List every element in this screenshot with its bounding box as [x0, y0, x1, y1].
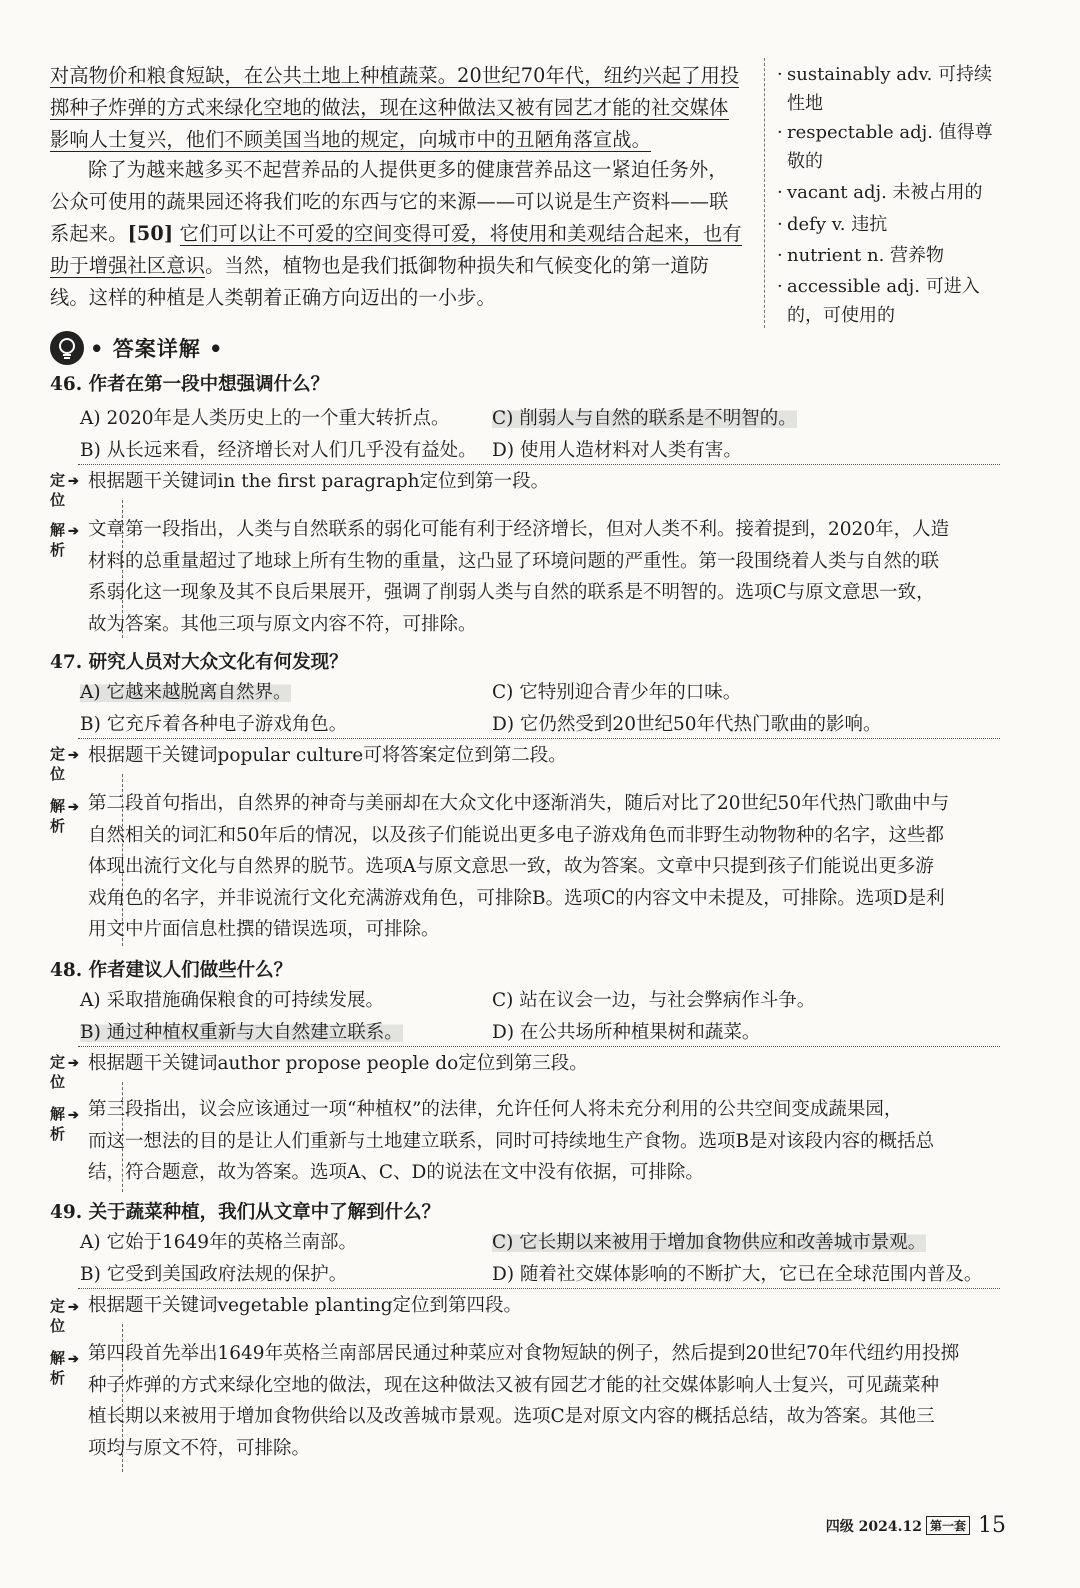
vocab-item: · defy v. 违抗 [777, 214, 888, 235]
arrow-icon: ➔ [68, 474, 79, 489]
arrow-icon: ➔ [68, 524, 79, 539]
passage-line: 线。这样的种植是人类朝着正确方向迈出的一小步。 [50, 286, 496, 309]
option-b: B) 它受到美国政府法规的保护。 [80, 1264, 348, 1285]
option-d: D) 使用人造材料对人类有害。 [492, 440, 742, 461]
vocab-item: · respectable adj. 值得尊 敬的 [777, 122, 993, 172]
answer-section-header [50, 330, 223, 366]
option-d: D) 在公共场所种植果树和蔬菜。 [492, 1022, 761, 1043]
option-b: B) 从长远来看，经济增长对人们几乎没有益处。 [80, 440, 477, 461]
lightbulb-icon [50, 331, 84, 365]
option-c-answer: C) 削弱人与自然的联系是不明智的。 [492, 404, 797, 430]
option-a-answer: A) 它越来越脱离自然界。 [80, 678, 291, 704]
question-stem: 48. 作者建议人们做些什么？ [50, 960, 293, 981]
vocab-item: · accessible adj. 可进入 的，可使用的 [777, 276, 980, 326]
set-label: 第一套 [926, 1516, 970, 1535]
analysis-block [50, 738, 1000, 948]
exam-label: 四级 2024.12 [825, 1518, 922, 1535]
section-title: • 答案详解 • [90, 336, 224, 361]
option-d: D) 随着社交媒体影响的不断扩大，它已在全球范围内普及。 [492, 1264, 983, 1285]
analyze-label: 解析 ➔ [50, 521, 79, 559]
underlined-sentence: 它们可以让不可爱的空间变得可爱，将使用和美观结合起来，也有 [179, 222, 742, 245]
option-a: A) 2020年是人类历史上的一个重大转折点。 [80, 408, 450, 429]
locate-text: 根据题干关键词vegetable planting定位到第四段。 [88, 1295, 523, 1316]
analysis-text: 第四段首先举出1649年英格兰南部居民通过种菜应对食物短缺的例子，然后提到20世纪70年代纽约用投掷 种子炸弹的方式来绿化空地的做法，现在这种做法又被有园艺才能的社交媒体影响人士复兴，可见蔬菜种 植长期以来被用于增加食物供给以及改善城市景观。选项C是对原文内容的概括总结，故为答案。其他三 项均与原文不符，可排除。 [88, 1343, 960, 1459]
passage-paragraph-2 [50, 154, 750, 314]
option-a: A) 它始于1649年的英格兰南部。 [80, 1232, 358, 1253]
question-stem: 47. 研究人员对大众文化有何发现？ [50, 652, 348, 673]
vocab-item: · nutrient n. 营养物 [777, 245, 945, 266]
option-b: B) 它充斥着各种电子游戏角色。 [80, 714, 348, 735]
option-a: A) 采取措施确保粮食的可持续发展。 [80, 990, 384, 1011]
passage-line: 。当然，植物也是我们抵御物种损失和气候变化的第一道防 [205, 254, 710, 277]
passage-line: 公众可使用的蔬果园还将我们吃的东西与它的来源——可以说是生产资料——联 [50, 190, 729, 213]
locate-label: 定位 ➔ [50, 745, 79, 783]
arrow-icon: ➔ [68, 800, 79, 815]
passage-line: 掷种子炸弹的方式来绿化空地的做法，现在这种做法又被有园艺才能的社交媒体 [50, 96, 729, 119]
arrow-icon: ➔ [68, 1352, 79, 1367]
locate-label: 定位 ➔ [50, 1053, 79, 1091]
locate-label: 定位 ➔ [50, 1297, 79, 1335]
arrow-icon: ➔ [68, 1056, 79, 1071]
arrow-icon: ➔ [68, 748, 79, 763]
arrow-icon: ➔ [68, 1300, 79, 1315]
analyze-label: 解析 ➔ [50, 797, 79, 835]
option-b-answer: B) 通过种植权重新与大自然建立联系。 [80, 1018, 403, 1044]
locate-text: 根据题干关键词author propose people do定位到第三段。 [88, 1053, 588, 1074]
analysis-block [50, 464, 1000, 640]
page-number: 15 [978, 1513, 1006, 1538]
question-stem: 49. 关于蔬菜种植，我们从文章中了解到什么？ [50, 1202, 441, 1223]
analysis-block [50, 1046, 1000, 1194]
page-footer [826, 1513, 1006, 1538]
vocabulary-sidebar [764, 58, 1015, 328]
vocab-item: · sustainably adv. 可持续 性地 [777, 64, 993, 114]
vocab-item: · vacant adj. 未被占用的 [777, 182, 983, 203]
analysis-text: 第三段指出，议会应该通过一项“种植权”的法律，允许任何人将未充分利用的公共空间变成蔬果园， 而这一想法的目的是让人们重新与土地建立联系，同时可持续地生产食物。选项B是对该段内容的概括总 结，符合题意，故为答案。选项A、C、D的说法在文中没有依据，可排除。 [88, 1099, 935, 1183]
option-d: D) 它仍然受到20世纪50年代热门歌曲的影响。 [492, 714, 882, 735]
passage-line: 系起来。 [50, 222, 128, 245]
option-c: C) 站在议会一边，与社会弊病作斗争。 [492, 990, 816, 1011]
analysis-text: 文章第一段指出，人类与自然联系的弱化可能有利于经济增长，但对人类不利。接着提到，2020年，人造 材料的总重量超过了地球上所有生物的重量，这凸显了环境问题的严重性。第一段围绕着人类与自然的联 系弱化这一现象及其不良后果展开，强调了削弱人类与自然的联系是不明智的。选项C与原文意思一致， 故为答案。其他三项与原文内容不符，可排除。 [88, 519, 950, 635]
analyze-label: 解析 ➔ [50, 1349, 79, 1387]
underlined-sentence: 助于增强社区意识 [50, 254, 206, 277]
arrow-icon: ➔ [68, 1108, 79, 1123]
option-c: C) 它特别迎合青少年的口味。 [492, 682, 742, 703]
locate-text: 根据题干关键词in the first paragraph定位到第一段。 [88, 471, 550, 492]
locate-label: 定位 ➔ [50, 471, 79, 509]
analysis-text: 第二段首句指出，自然界的神奇与美丽却在大众文化中逐渐消失，随后对比了20世纪50年代热门歌曲中与 自然相关的词汇和50年后的情况，以及孩子们能说出更多电子游戏角色而非野生动物物种的名字，这些都 体现出流行文化与自然界的脱节。选项A与原文意思一致，故为答案。文章中只提到孩子们能说出更多游 戏角色的名字，并非说流行文化充满游戏角色，可排除B。选项C的内容文中未提及，可排除。选项D是利 用文中片面信息杜撰的错误选项，可排除。 [88, 793, 950, 940]
question-stem: 46. 作者在第一段中想强调什么？ [50, 374, 330, 395]
analyze-label: 解析 ➔ [50, 1105, 79, 1143]
passage-line: 影响人士复兴，他们不顾美国当地的规定，向城市中的丑陋角落宣战。 [50, 128, 652, 151]
analysis-block [50, 1288, 1000, 1474]
locate-text: 根据题干关键词popular culture可将答案定位到第二段。 [88, 745, 567, 766]
passage-line: 对高物价和粮食短缺，在公共土地上种植蔬菜。20世纪70年代，纽约兴起了用投 [50, 64, 740, 87]
option-c-answer: C) 它长期以来被用于增加食物供应和改善城市景观。 [492, 1228, 926, 1254]
passage-line: 除了为越来越多买不起营养品的人提供更多的健康营养品这一紧迫任务外， [88, 158, 728, 181]
question-marker: [50] [127, 222, 174, 245]
passage-paragraph-1 [50, 60, 750, 156]
